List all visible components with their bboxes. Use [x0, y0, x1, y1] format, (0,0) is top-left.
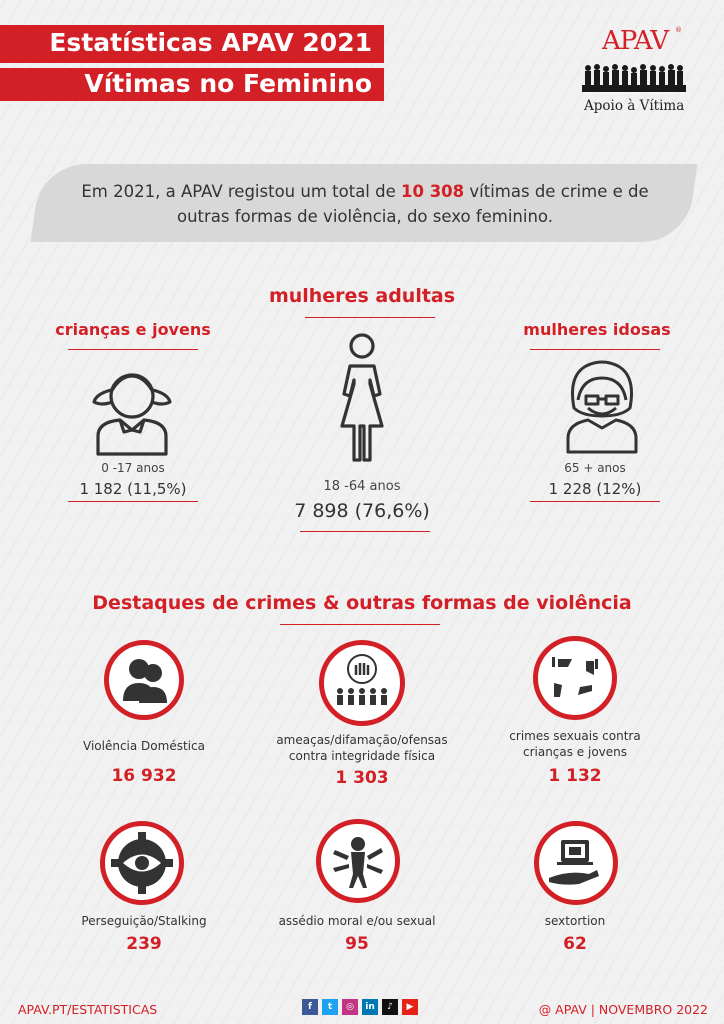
- crime-label-1: Violência Doméstica: [83, 739, 205, 753]
- intro-before: Em 2021, a APAV registou um total de: [81, 182, 401, 201]
- title-line-2-text: Vítimas no Feminino: [84, 69, 372, 98]
- crimes-heading: Destaques de crimes & outras formas de violência: [92, 592, 632, 614]
- crime-label-2: ameaças/difamação/ofensas contra integridade física: [276, 733, 448, 763]
- intro-text: [60, 179, 670, 229]
- crime-value-2: 1 303: [335, 768, 389, 788]
- crimes-heading-rule: [280, 624, 440, 625]
- people-silhouettes-icon: [582, 62, 686, 96]
- eye-gear-icon: [100, 821, 184, 905]
- crime-label-3: crimes sexuais contra crianças e jovens: [509, 729, 641, 759]
- social-links: [302, 999, 420, 1015]
- intro-after: vítimas de crime e de outras formas de violência, do sexo feminino.: [177, 182, 649, 226]
- sextortion-icon: [534, 821, 618, 905]
- crime-value-1: 16 932: [111, 766, 177, 786]
- elderly-woman-icon: [562, 356, 642, 456]
- logo-registered: ®: [675, 26, 682, 34]
- instagram-icon[interactable]: ◎: [342, 999, 358, 1015]
- adults-heading: mulheres adultas: [268, 285, 456, 307]
- logo-name: APAV: [602, 26, 669, 56]
- elderly-value: 1 228 (12%): [548, 480, 642, 498]
- logo-subtitle: Apoio à Vítima: [584, 98, 685, 114]
- tiktok-icon[interactable]: ♪: [382, 999, 398, 1015]
- elderly-heading-rule: [530, 349, 660, 350]
- adults-value-rule: [300, 531, 430, 532]
- harassment-icon: [316, 819, 400, 903]
- adults-heading-rule: [305, 317, 435, 318]
- children-heading-rule: [68, 349, 198, 350]
- children-range: 0 -17 anos: [101, 461, 165, 475]
- title-line-2: [0, 68, 384, 101]
- woman-icon: [334, 332, 390, 464]
- title-line-1: [0, 25, 384, 63]
- crime-value-5: 95: [345, 934, 369, 954]
- children-heading: crianças e jovens: [55, 320, 211, 339]
- footer-website[interactable]: APAV.PT/ESTATISTICAS: [18, 1002, 158, 1017]
- footer-credit: @ APAV | NOVEMBRO 2022: [538, 1002, 708, 1017]
- crime-value-3: 1 132: [548, 766, 602, 786]
- youtube-icon[interactable]: ▶: [402, 999, 418, 1015]
- crime-label-6: sextortion: [544, 914, 606, 928]
- apav-logo: [580, 22, 690, 122]
- crime-value-6: 62: [563, 934, 587, 954]
- title-line-1-text: Estatísticas APAV 2021: [49, 28, 372, 57]
- elderly-range: 65 + anos: [564, 461, 626, 475]
- children-value-rule: [68, 501, 198, 502]
- crime-label-5: assédio moral e/ou sexual: [278, 914, 436, 928]
- intro-highlight: 10 308: [401, 182, 465, 201]
- raised-fist-icon: [319, 640, 405, 726]
- adults-range: 18 -64 anos: [323, 479, 401, 494]
- hands-circle-icon: [533, 636, 617, 720]
- elderly-value-rule: [530, 501, 660, 502]
- girl-icon: [90, 362, 174, 458]
- twitter-icon[interactable]: t: [322, 999, 338, 1015]
- adults-value: 7 898 (76,6%): [294, 500, 430, 522]
- domestic-violence-icon: [104, 640, 184, 720]
- children-value: 1 182 (11,5%): [79, 480, 187, 498]
- elderly-heading: mulheres idosas: [523, 320, 671, 339]
- crime-value-4: 239: [126, 934, 162, 954]
- crime-label-4: Perseguição/Stalking: [81, 914, 207, 928]
- linkedin-icon[interactable]: in: [362, 999, 378, 1015]
- facebook-icon[interactable]: f: [302, 999, 318, 1015]
